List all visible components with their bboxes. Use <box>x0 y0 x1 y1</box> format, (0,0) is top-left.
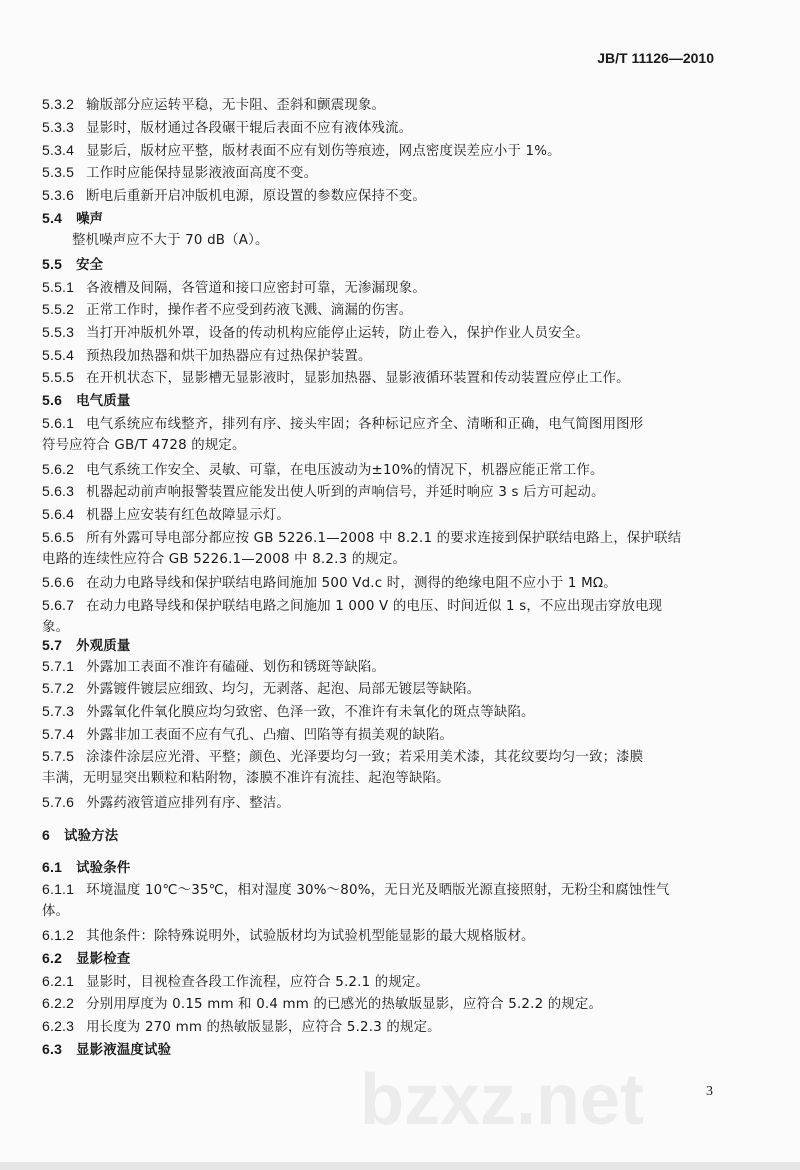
clause-text: 试验条件 <box>76 861 131 876</box>
clause-line <box>72 231 269 251</box>
clause-line <box>42 902 69 922</box>
clause-text: 外露氧化件氧化膜应均匀致密、色泽一致，不准许有未氧化的斑点等缺陷。 <box>86 705 535 720</box>
clause-line <box>42 481 605 503</box>
clause-line <box>42 925 535 947</box>
clause-number: 5.5.4 <box>42 347 75 363</box>
clause-line <box>42 504 290 526</box>
clause-number: 6 <box>42 827 50 843</box>
clause-line <box>42 1016 441 1038</box>
section-heading <box>42 857 130 879</box>
clause-text: 在动力电路导线和保护联结电路之间施加 1 000 V 的电压、时间近似 1 s，不应出现击穿放电现 <box>86 599 663 614</box>
clause-number: 5.6.5 <box>42 529 75 545</box>
clause-line <box>42 792 290 814</box>
clause-text: 机器起动前声响报警装置应能发出使人听到的声响信号，并延时响应 3 s 后方可起动。 <box>86 485 605 500</box>
clause-text: 在动力电路导线和保护联结电路间施加 500 Vd.c 时，测得的绝缘电阻不应小于 1 MΩ。 <box>86 576 617 591</box>
clause-line <box>42 595 662 617</box>
clause-text: 在开机状态下，显影槽无显影液时，显影加热器、显影液循环装置和传动装置应停止工作。 <box>86 371 630 386</box>
clause-text: 外露药液管道应排列有序、整洁。 <box>86 796 290 811</box>
clause-text: 噪声 <box>76 212 104 227</box>
clause-text: 机器上应安装有红色故障显示灯。 <box>86 508 290 523</box>
clause-line <box>42 993 602 1015</box>
clause-text: 所有外露可导电部分都应按 GB 5226.1—2008 中 8.2.1 的要求连接到保护联结电路上，保护联结 <box>86 531 682 546</box>
clause-text: 当打开冲版机外罩，设备的传动机构应能停止运转，防止卷入，保护作业人员安全。 <box>86 326 589 341</box>
clause-text: 电气系统工作安全、灵敏、可靠，在电压波动为±10%的情况下，机器应能正常工作。 <box>86 463 604 478</box>
clause-number: 5.5.1 <box>42 279 75 295</box>
clause-number: 6.2 <box>42 950 63 966</box>
clause-line <box>42 701 535 723</box>
clause-number: 5.4 <box>42 210 63 226</box>
clause-line <box>42 345 372 367</box>
clause-number: 5.6.1 <box>42 415 75 431</box>
clause-number: 5.6.3 <box>42 483 75 499</box>
clause-number: 5.7.3 <box>42 703 75 719</box>
section-heading <box>42 1039 171 1061</box>
clause-text: 涂漆件涂层应光滑、平整；颜色、光泽要均匀一致；若采用美术漆，其花纹要均匀一致；漆膜 <box>86 750 644 765</box>
clause-text: 丰满，无明显突出颗粒和粘附物，漆膜不准许有流挂、起泡等缺陷。 <box>42 771 450 786</box>
clause-number: 5.6 <box>42 392 63 408</box>
section-heading <box>42 948 130 970</box>
clause-number: 5.5.2 <box>42 301 75 317</box>
clause-text: 外露加工表面不准许有磕碰、划伤和锈斑等缺陷。 <box>86 660 386 675</box>
section-heading <box>42 254 103 276</box>
clause-text: 预热段加热器和烘干加热器应有过热保护装置。 <box>86 349 372 364</box>
section-heading <box>42 635 130 657</box>
clause-text: 整机噪声应不大于 70 dB（A）。 <box>72 233 269 248</box>
clause-number: 5.6.2 <box>42 461 75 477</box>
clause-line <box>42 162 317 184</box>
clause-text: 显影检查 <box>76 952 131 967</box>
clause-number: 5.6.7 <box>42 597 75 613</box>
clause-number: 6.2.3 <box>42 1018 75 1034</box>
clause-text: 外露镀件镀层应细致、均匀，无剥落、起泡、局部无镀层等缺陷。 <box>86 682 481 697</box>
clause-number: 6.3 <box>42 1041 63 1057</box>
clause-text: 符号应符合 GB/T 4728 的规定。 <box>42 438 246 453</box>
clause-text: 电气系统应布线整齐，排列有序、接头牢固；各种标记应齐全、清晰和正确，电气简图用图形 <box>86 417 644 432</box>
clause-number: 5.7 <box>42 637 63 653</box>
clause-line <box>42 971 429 993</box>
clause-text: 显影时，版材通过各段碾干辊后表面不应有液体残流。 <box>86 121 413 136</box>
clause-line <box>42 436 246 456</box>
page-number: 3 <box>706 1084 713 1099</box>
clause-text: 其他条件：除特殊说明外，试验版材均为试验机型能显影的最大规格版材。 <box>86 929 535 944</box>
clause-number: 5.6.6 <box>42 574 75 590</box>
standard-number: JB/T 11126—2010 <box>597 50 714 66</box>
clause-number: 5.3.5 <box>42 164 75 180</box>
clause-text: 安全 <box>76 258 104 273</box>
clause-text: 输版部分应运转平稳，无卡阻、歪斜和颤震现象。 <box>86 98 386 113</box>
clause-line <box>42 879 670 901</box>
clause-number: 5.7.1 <box>42 658 75 674</box>
clause-text: 工作时应能保持显影液液面高度不变。 <box>86 166 318 181</box>
clause-line <box>42 769 450 789</box>
clause-text: 各液槽及间隔，各管道和接口应密封可靠，无渗漏现象。 <box>86 281 426 296</box>
clause-number: 5.7.6 <box>42 794 75 810</box>
clause-text: 象。 <box>42 620 70 635</box>
clause-text: 正常工作时，操作者不应受到药液飞溅、滴漏的伤害。 <box>86 303 413 318</box>
clause-number: 6.1 <box>42 859 63 875</box>
clause-number: 5.5.5 <box>42 369 75 385</box>
clause-line <box>42 322 589 344</box>
clause-text: 显影后，版材应平整，版材表面不应有划伤等痕迹，网点密度误差应小于 1%。 <box>86 144 561 159</box>
clause-number: 5.3.3 <box>42 119 75 135</box>
clause-line <box>42 117 412 139</box>
clause-number: 5.5.3 <box>42 324 75 340</box>
clause-number: 5.3.6 <box>42 187 75 203</box>
clause-number: 6.2.2 <box>42 995 75 1011</box>
clause-text: 用长度为 270 mm 的热敏版显影，应符合 5.2.3 的规定。 <box>86 1020 441 1035</box>
clause-text: 体。 <box>42 904 70 919</box>
clause-number: 6.1.1 <box>42 881 75 897</box>
clause-number: 5.3.4 <box>42 142 75 158</box>
clause-text: 试验方法 <box>64 829 119 844</box>
clause-line <box>42 572 617 594</box>
section-heading <box>42 825 118 847</box>
clause-number: 5.3.2 <box>42 96 75 112</box>
clause-text: 分别用厚度为 0.15 mm 和 0.4 mm 的已感光的热敏版显影，应符合 5.2.2 的规定。 <box>86 997 603 1012</box>
clause-number: 6.2.1 <box>42 973 75 989</box>
clause-line <box>42 527 681 549</box>
clause-line <box>42 724 453 746</box>
clause-line <box>42 459 604 481</box>
clause-number: 5.7.5 <box>42 748 75 764</box>
clause-line <box>42 656 385 678</box>
clause-text: 外露非加工表面不应有气孔、凸瘤、凹陷等有损美观的缺陷。 <box>86 728 454 743</box>
clause-line <box>42 367 630 389</box>
clause-number: 5.6.4 <box>42 506 75 522</box>
clause-text: 环境温度 10℃～35℃，相对湿度 30%～80%，无日光及晒版光源直接照射，无粉尘和腐蚀性气 <box>86 883 670 898</box>
clause-text: 电气质量 <box>76 394 131 409</box>
clause-number: 5.7.4 <box>42 726 75 742</box>
page-bottom-edge <box>0 1162 800 1170</box>
clause-text: 显影液温度试验 <box>76 1043 172 1058</box>
clause-text: 电路的连续性应符合 GB 5226.1—2008 中 8.2.3 的规定。 <box>42 552 407 567</box>
clause-line <box>42 678 480 700</box>
clause-line <box>42 746 643 768</box>
section-heading <box>42 390 130 412</box>
clause-number: 6.1.2 <box>42 927 75 943</box>
clause-line <box>42 94 385 116</box>
clause-line <box>42 140 561 162</box>
clause-line <box>42 413 643 435</box>
section-heading <box>42 208 103 230</box>
clause-line <box>42 550 406 570</box>
clause-text: 断电后重新开启冲版机电源，原设置的参数应保持不变。 <box>86 189 426 204</box>
clause-line <box>42 185 426 207</box>
clause-line <box>42 299 412 321</box>
clause-text: 显影时，目视检查各段工作流程，应符合 5.2.1 的规定。 <box>86 975 430 990</box>
clause-number: 5.7.2 <box>42 680 75 696</box>
clause-number: 5.5 <box>42 256 63 272</box>
clause-text: 外观质量 <box>76 639 131 654</box>
watermark: bzxz.net <box>360 1060 645 1140</box>
clause-line <box>42 277 426 299</box>
